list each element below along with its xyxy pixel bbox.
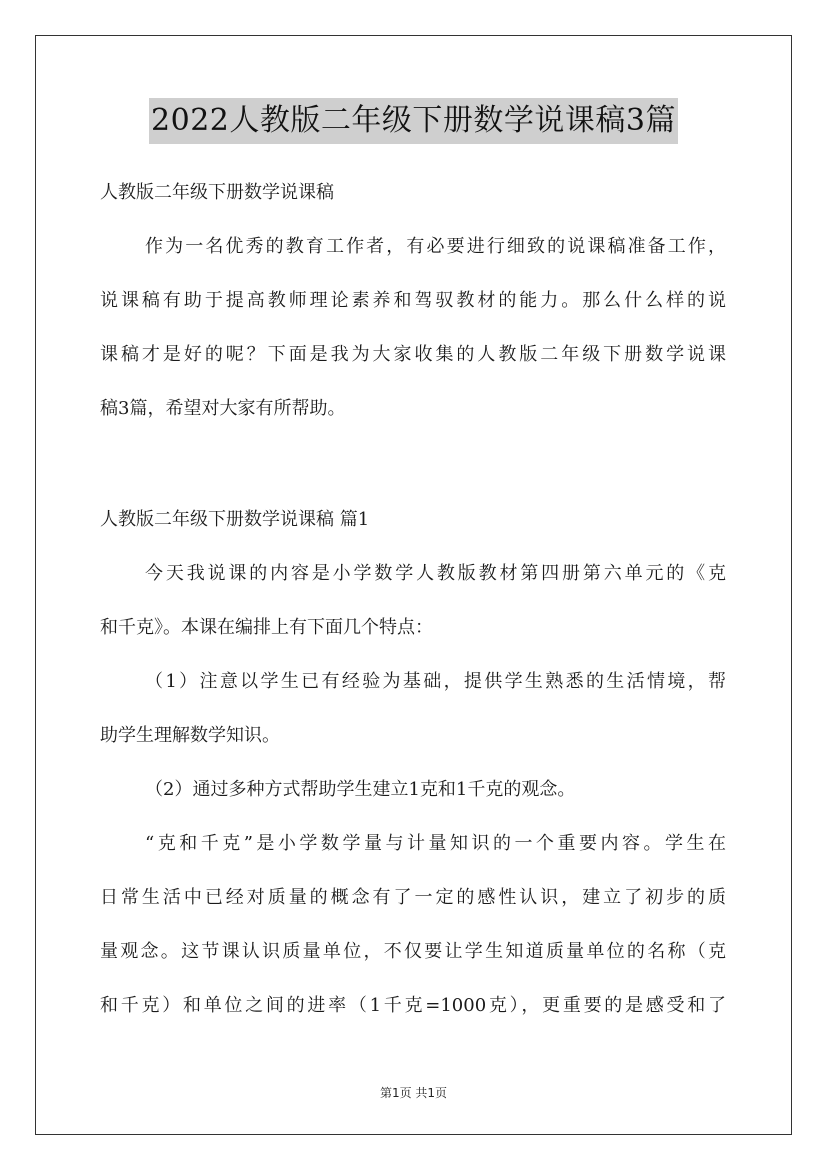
document-title: 2022人教版二年级下册数学说课稿3篇 — [149, 98, 678, 144]
paragraph-line: （2）通过多种方式帮助学生建立1克和1千克的观念。 — [145, 779, 576, 800]
title-wrap — [0, 98, 827, 144]
paragraph-line: 和千克》。本课在编排上有下面几个特点： — [100, 617, 433, 638]
section-heading: 人教版二年级下册数学说课稿 — [100, 182, 334, 203]
paragraph-line: （1）注意以学生已有经验为基础，提供学生熟悉的生活情境，帮 — [145, 671, 726, 692]
paragraph-line: 稿3篇，希望对大家有所帮助。 — [100, 398, 346, 419]
paragraph-line: 说课稿有助于提高教师理论素养和驾驭教材的能力。那么什么样的说 — [100, 290, 726, 311]
paragraph-line: 课稿才是好的呢？下面是我为大家收集的人教版二年级下册数学说课 — [100, 344, 726, 365]
paragraph-line: 今天我说课的内容是小学数学人教版教材第四册第六单元的《克 — [145, 563, 726, 584]
paragraph-line: 日常生活中已经对质量的概念有了一定的感性认识，建立了初步的质 — [100, 887, 726, 908]
paragraph-line: 量观念。这节课认识质量单位，不仅要让学生知道质量单位的名称（克 — [100, 941, 726, 962]
paragraph-line: 和千克）和单位之间的进率（1千克=1000克），更重要的是感受和了 — [100, 995, 726, 1016]
paragraph-line: 助学生理解数学知识。 — [100, 725, 280, 746]
paragraph-line: “克和千克”是小学数学量与计量知识的一个重要内容。学生在 — [145, 833, 726, 854]
section-heading: 人教版二年级下册数学说课稿 篇1 — [100, 509, 370, 530]
page-footer: 第1页 共1页 — [379, 1086, 448, 1100]
paragraph-line: 作为一名优秀的教育工作者，有必要进行细致的说课稿准备工作， — [145, 236, 726, 257]
